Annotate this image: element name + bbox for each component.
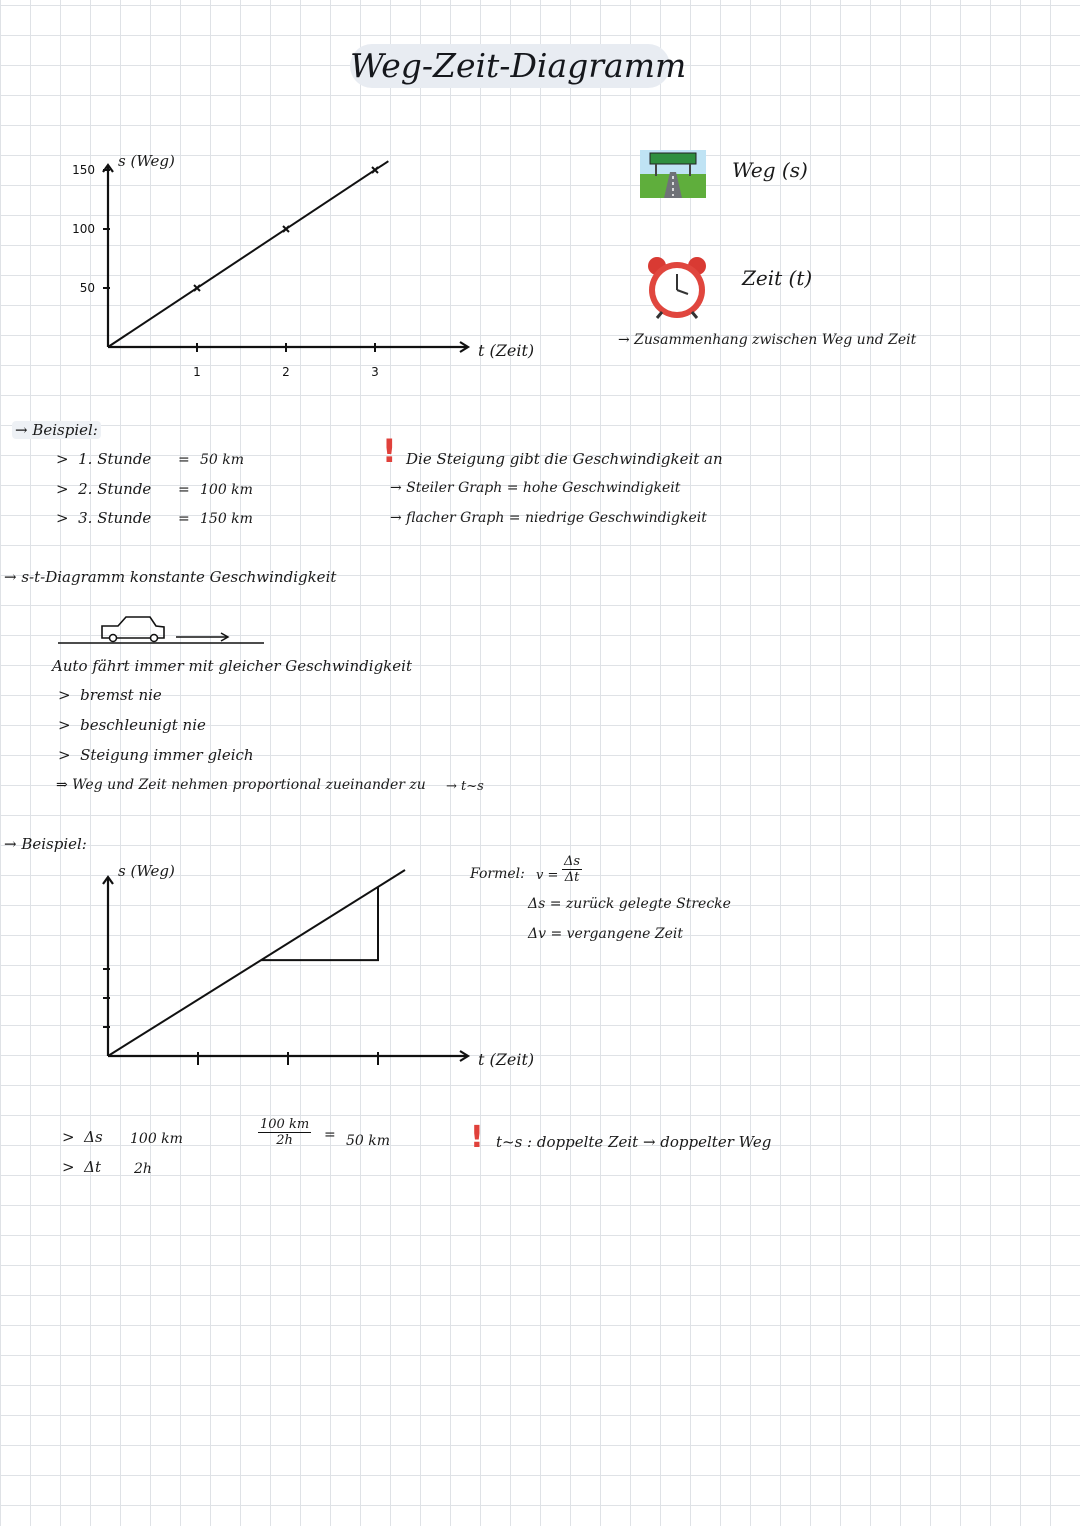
page-title: Weg-Zeit-Diagramm [350, 44, 670, 88]
formula-label: Formel: [470, 866, 525, 882]
section-heading: → s-t-Diagramm konstante Geschwindigkeit [4, 568, 337, 586]
example1-dist: 100 km [200, 482, 253, 498]
example1-eq: = [178, 511, 190, 527]
y-tick-label: 100 [72, 222, 95, 236]
calc-result: 50 km [346, 1133, 391, 1149]
calc-fraction [258, 1117, 311, 1148]
y-tick-label: 150 [72, 163, 95, 177]
calc-ds: > Δs [62, 1128, 103, 1146]
formula-fraction [562, 854, 582, 885]
chart2-xlabel: t (Zeit) [478, 1050, 535, 1069]
y-tick-label: 50 [79, 281, 95, 295]
example1-row: > 1. Stunde [56, 450, 152, 468]
chart2-ylabel: s (Weg) [118, 862, 175, 880]
example1-eq: = [178, 482, 190, 498]
note-steep: → Steiler Graph = hohe Geschwindigkeit [390, 480, 681, 496]
calc-frac-den: 2h [276, 1133, 293, 1148]
section-conclusion: ⇒ Weg und Zeit nehmen proportional zueinander zu [56, 777, 426, 793]
calc-dt-value: 2h [134, 1161, 152, 1177]
example1-row: > 3. Stunde [56, 509, 152, 527]
highway-road-icon [640, 150, 706, 198]
example1-row: > 2. Stunde [56, 480, 152, 498]
section-proportional: → t~s [446, 779, 484, 794]
example2-heading: → Beispiel: [4, 835, 87, 853]
exclamation-icon: ! [382, 432, 397, 470]
note-main: Die Steigung gibt die Geschwindigkeit an [406, 450, 723, 468]
example1-dist: 50 km [200, 452, 245, 468]
calc-eq: = [324, 1127, 336, 1143]
section-bullet: > beschleunigt nie [58, 716, 206, 734]
chart1-xlabel: t (Zeit) [478, 341, 535, 360]
legend-zeit: Zeit (t) [742, 266, 813, 290]
section-bullet: > bremst nie [58, 686, 162, 704]
chart1-ylabel: s (Weg) [118, 152, 175, 170]
x-tick-label: 1 [193, 365, 201, 379]
example1-heading: → Beispiel: [12, 421, 101, 439]
example1-dist: 150 km [200, 511, 253, 527]
formula-den: Δt [564, 870, 580, 885]
formula-v: v = [536, 868, 559, 883]
x-tick-label: 3 [371, 365, 379, 379]
note-flat: → flacher Graph = niedrige Geschwindigkeit [390, 510, 707, 526]
calc-dt: > Δt [62, 1158, 101, 1176]
formula-num: Δs [564, 854, 581, 869]
example2-note: t~s : doppelte Zeit → doppelter Weg [496, 1133, 772, 1151]
legend-weg: Weg (s) [732, 158, 808, 182]
calc-frac-num: 100 km [260, 1117, 310, 1132]
legend-zusammenhang: → Zusammenhang zwischen Weg und Zeit [618, 332, 917, 348]
section-intro: Auto fährt immer mit gleicher Geschwindigkeit [52, 657, 412, 675]
section-bullet: > Steigung immer gleich [58, 746, 254, 764]
formula-def-s: Δs = zurück gelegte Strecke [528, 896, 731, 912]
example1-eq: = [178, 452, 190, 468]
alarm-clock-icon [642, 254, 712, 322]
calc-ds-value: 100 km [130, 1131, 183, 1147]
formula-def-t: Δv = vergangene Zeit [528, 926, 683, 942]
series-line [108, 870, 405, 1056]
x-tick-label: 2 [282, 365, 290, 379]
exclamation-icon: ! [470, 1120, 484, 1155]
chart-2 [0, 0, 600, 1100]
